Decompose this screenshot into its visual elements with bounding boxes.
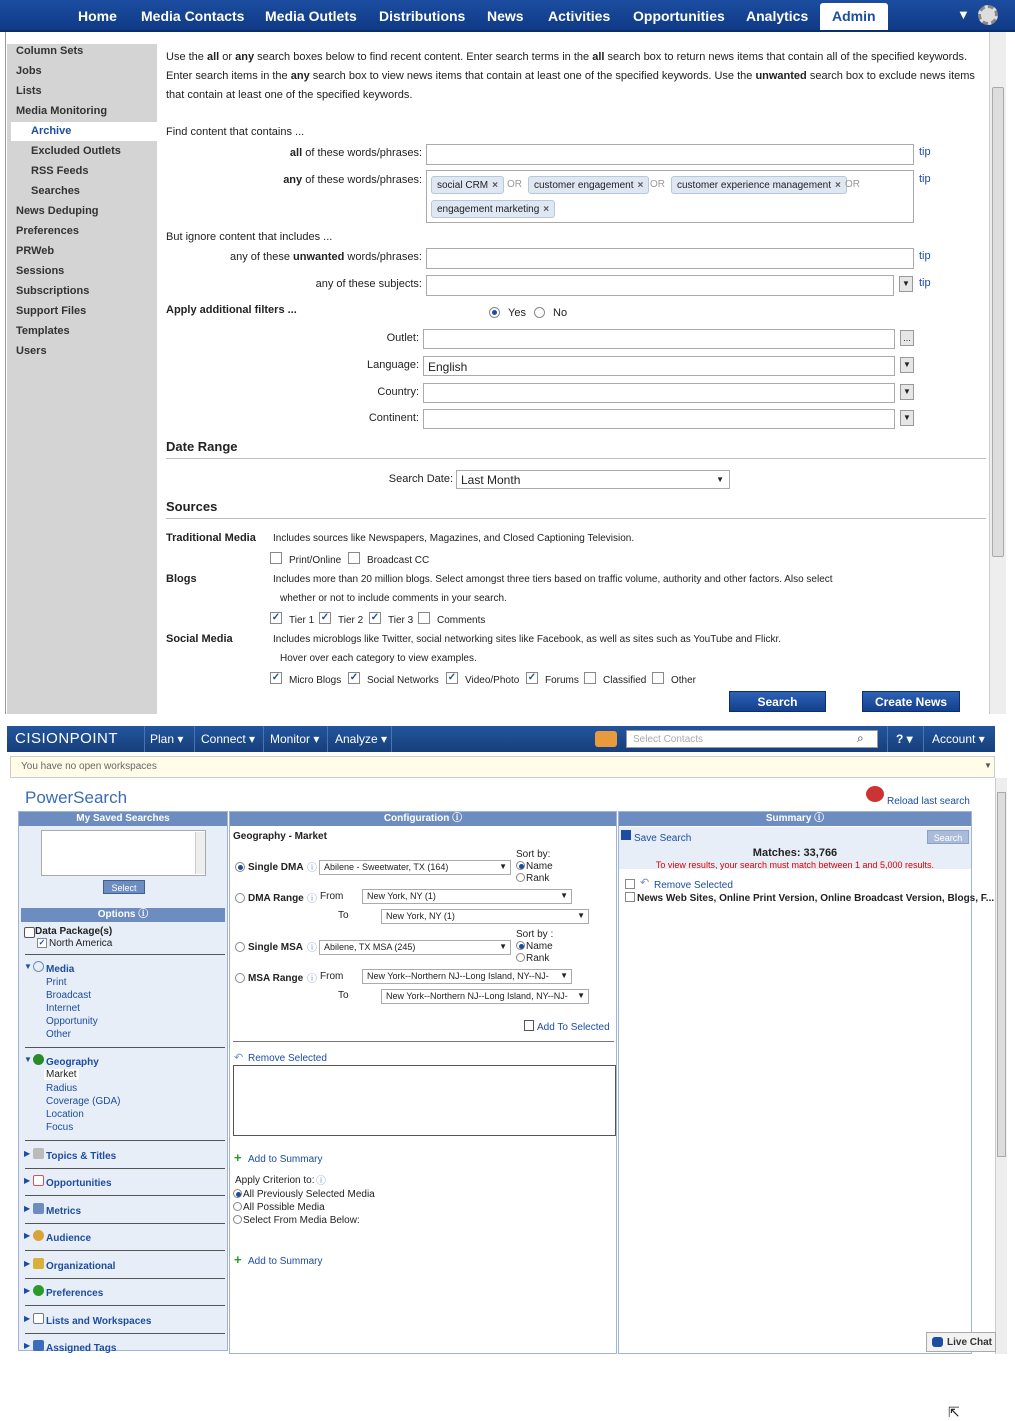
organization-icon: [33, 1258, 44, 1269]
divider: [25, 954, 225, 955]
tier3-checkbox[interactable]: ✓: [370, 612, 380, 623]
filters-yes-label: Yes: [508, 307, 526, 319]
dma-range-label: DMA Range: [248, 893, 304, 904]
broadcast-cc-checkbox[interactable]: [348, 552, 360, 564]
summary-item: News Web Sites, Online Print Version, Online Broadcast Version, Blogs, F...: [637, 893, 995, 904]
chat-icon: [932, 1337, 943, 1347]
or-separator: OR: [845, 179, 860, 190]
micro-blogs-label: Micro Blogs: [289, 675, 342, 686]
undo-icon[interactable]: ↶: [640, 877, 650, 889]
language-label: Language:: [367, 359, 419, 371]
msa-to-select[interactable]: New York--Northern NJ--Long Island, NY--NJ- ▼: [381, 989, 589, 1004]
keyword-chip: engagement marketing ×: [431, 200, 555, 218]
scrollbar-thumb[interactable]: [992, 87, 1004, 557]
blogs-desc-2: whether or not to include comments in your search.: [280, 593, 507, 604]
geography-coverage[interactable]: Coverage (GDA): [46, 1096, 121, 1107]
country-label: Country:: [377, 386, 419, 398]
chevron-down-icon: ▼: [560, 971, 568, 980]
traditional-media-label: Traditional Media: [166, 532, 256, 544]
sidebar-item-rss-feeds[interactable]: RSS Feeds: [31, 165, 89, 177]
divider: [25, 1047, 225, 1048]
comments-label: Comments: [437, 615, 486, 626]
tab-opportunities[interactable]: Opportunities: [633, 8, 725, 24]
chevron-down-icon: ▼: [577, 991, 585, 1000]
tab-analytics[interactable]: Analytics: [746, 8, 809, 24]
page-scrollbar[interactable]: [995, 778, 1007, 1354]
tip-link[interactable]: tip: [919, 250, 931, 262]
chevron-down-icon: ▼: [716, 475, 724, 484]
expand-arrow-icon[interactable]: ▶: [24, 1286, 31, 1295]
forums-checkbox[interactable]: ✓: [527, 672, 537, 683]
other-label: Other: [671, 675, 697, 686]
summary-panel: [618, 811, 995, 1420]
from-label: From: [320, 971, 344, 982]
outlet-browse-button[interactable]: ...: [900, 330, 914, 346]
mouse-cursor-icon: ⇱: [948, 1404, 960, 1420]
dma-range-radio[interactable]: [235, 893, 245, 903]
keyword-chip: social CRM ×: [431, 176, 504, 194]
tab-news[interactable]: News: [487, 8, 524, 24]
select-contacts-input[interactable]: Select Contacts: [626, 730, 878, 748]
social-networks-checkbox[interactable]: ✓: [349, 672, 359, 683]
sort-by-label: Sort by:: [516, 849, 551, 860]
other-checkbox[interactable]: [652, 672, 664, 684]
unwanted-words-input[interactable]: [426, 248, 914, 269]
criterion-label: Select From Media Below:: [243, 1215, 360, 1226]
scrollbar-thumb[interactable]: [997, 792, 1006, 1157]
any-words-input[interactable]: [426, 170, 914, 223]
info-icon[interactable]: ⓘ: [307, 894, 317, 905]
ignore-heading: But ignore content that includes ...: [166, 231, 333, 243]
print-online-label: Print/Online: [289, 555, 342, 566]
globe-icon: [33, 1054, 44, 1065]
keyword-chip: customer experience management ×: [671, 176, 847, 194]
or-separator: OR: [650, 179, 665, 190]
all-words-input[interactable]: [426, 144, 914, 165]
any-words-label: any of these words/phrases:: [283, 174, 422, 186]
configuration-header: Configuration ⓘ: [230, 812, 616, 826]
tab-media-contacts[interactable]: Media Contacts: [141, 8, 245, 24]
admin-sidebar: [7, 44, 157, 714]
add-to-selected-link[interactable]: Add To Selected: [537, 1022, 610, 1033]
menu-plan[interactable]: Plan ▾: [150, 732, 184, 746]
single-msa-select[interactable]: Abilene, TX MSA (245) ▼: [319, 940, 511, 955]
divider: [233, 1041, 614, 1042]
check-circle-icon: [33, 1285, 44, 1296]
info-icon[interactable]: ⓘ: [307, 943, 317, 954]
social-media-desc: Includes microblogs like Twitter, social networking sites like Facebook, as well as sites such as YouTube and Flickr.: [273, 634, 782, 645]
live-chat-button[interactable]: [926, 1332, 996, 1352]
tier1-checkbox[interactable]: ✓: [271, 612, 281, 623]
plus-icon[interactable]: +: [234, 1252, 242, 1267]
live-chat-label: Live Chat: [947, 1337, 993, 1348]
config-subtitle: Geography - Market: [233, 831, 327, 842]
from-label: From: [320, 891, 344, 902]
account-menu[interactable]: Account ▾: [932, 732, 985, 746]
to-label: To: [338, 990, 349, 1001]
criterion-label: All Possible Media: [243, 1202, 325, 1213]
page-title: PowerSearch: [25, 788, 128, 807]
all-words-label: all of these words/phrases:: [289, 147, 422, 159]
to-label: To: [338, 910, 349, 921]
summary-header: Summary ⓘ: [619, 812, 971, 826]
media-icon: [33, 961, 44, 972]
menu-analyze[interactable]: Analyze ▾: [335, 732, 388, 746]
sidebar-item-subscriptions[interactable]: Subscriptions: [16, 285, 90, 297]
divider: [25, 1278, 225, 1279]
add-to-summary-link[interactable]: Add to Summary: [248, 1154, 323, 1165]
metrics-icon: [33, 1203, 44, 1214]
sidebar-item-prweb[interactable]: PRWeb: [16, 245, 55, 257]
divider: [263, 726, 264, 752]
summary-item-checkbox[interactable]: [625, 892, 635, 902]
info-icon[interactable]: ⓘ: [307, 974, 317, 985]
divider: [25, 1195, 225, 1196]
filters-yes-radio[interactable]: [489, 307, 500, 318]
database-icon: [24, 927, 35, 938]
expand-arrow-icon[interactable]: ▶: [24, 1204, 31, 1213]
continent-select[interactable]: [423, 409, 895, 429]
dma-from-select[interactable]: New York, NY (1) ▼: [362, 889, 572, 904]
single-msa-label: Single MSA: [248, 942, 304, 953]
group-metrics[interactable]: Metrics: [46, 1206, 82, 1217]
media-other[interactable]: Other: [46, 1029, 72, 1040]
group-geography[interactable]: Geography: [46, 1057, 99, 1068]
traditional-media-desc: Includes sources like Newspapers, Magazines, and Closed Captioning Television.: [273, 533, 635, 544]
menu-connect[interactable]: Connect ▾: [201, 732, 256, 746]
divider: [25, 1333, 225, 1334]
media-internet[interactable]: Internet: [46, 1003, 80, 1014]
results-warning: To view results, your search must match between 1 and 5,000 results.: [655, 860, 935, 870]
cisionpoint-app: [0, 714, 1015, 1420]
data-package-label: Data Package(s): [35, 926, 113, 937]
broadcast-cc-label: Broadcast CC: [367, 555, 430, 566]
tip-link[interactable]: tip: [919, 173, 931, 185]
selected-criteria-list[interactable]: [233, 1065, 616, 1136]
save-search-link[interactable]: Save Search: [634, 833, 692, 844]
group-organizational[interactable]: Organizational: [46, 1261, 116, 1272]
select-all-checkbox[interactable]: [625, 879, 635, 889]
search-date-value: Last Month: [461, 473, 521, 487]
tier2-label: Tier 2: [338, 615, 364, 626]
single-dma-radio[interactable]: [235, 862, 245, 872]
divider: [25, 1305, 225, 1306]
find-heading: Find content that contains ...: [166, 126, 305, 138]
or-separator: OR: [507, 179, 522, 190]
calendar-icon: [33, 1175, 44, 1186]
sidebar-item-support-files[interactable]: Support Files: [16, 305, 87, 317]
subjects-dropdown-icon[interactable]: ▼: [899, 276, 913, 292]
tab-media-outlets[interactable]: Media Outlets: [265, 8, 357, 24]
sort-name-radio[interactable]: [516, 941, 525, 950]
help-menu[interactable]: ? ▾: [896, 732, 913, 746]
north-america-label: North America: [49, 938, 113, 949]
tip-link[interactable]: tip: [919, 146, 931, 158]
tier2-checkbox[interactable]: ✓: [320, 612, 330, 623]
configuration-panel: [229, 811, 617, 1354]
filters-heading: Apply additional filters ...: [166, 304, 297, 316]
divider: [923, 726, 924, 752]
workspace-bar: You have no open workspaces: [10, 756, 995, 778]
divider: [25, 1140, 225, 1141]
north-america-checkbox[interactable]: ✓: [38, 938, 46, 947]
create-news-button[interactable]: Create News: [862, 691, 960, 712]
expand-arrow-icon[interactable]: ▶: [24, 1176, 31, 1185]
video-photo-label: Video/Photo: [465, 675, 520, 686]
sidebar-item-excluded-outlets[interactable]: Excluded Outlets: [31, 145, 121, 157]
expand-arrow-icon[interactable]: ▶: [24, 1341, 31, 1350]
list-icon: [33, 1313, 44, 1324]
group-media[interactable]: Media: [46, 964, 75, 975]
remove-chip-icon[interactable]: ×: [492, 180, 498, 191]
geography-radius[interactable]: Radius: [46, 1083, 78, 1094]
sources-heading: Sources: [166, 499, 218, 514]
unwanted-words-label: any of these unwanted words/phrases:: [230, 251, 422, 263]
scrollbar[interactable]: [195, 832, 205, 874]
sort-by-label: Sort by :: [516, 929, 554, 940]
divider: [391, 726, 392, 752]
micro-blogs-checkbox[interactable]: ✓: [271, 672, 281, 683]
info-icon[interactable]: ⓘ: [316, 1176, 326, 1187]
social-media-label: Social Media: [166, 633, 233, 645]
remove-chip-icon[interactable]: ×: [637, 180, 644, 191]
expand-arrow-icon[interactable]: ▶: [24, 1231, 31, 1240]
menu-monitor[interactable]: Monitor ▾: [270, 732, 320, 746]
criterion-label: All Previously Selected Media: [243, 1189, 375, 1200]
divider: [887, 726, 888, 752]
classified-label: Classified: [603, 675, 647, 686]
msa-range-radio[interactable]: [235, 973, 245, 983]
sort-rank-label: Rank: [526, 873, 550, 884]
geography-location[interactable]: Location: [46, 1109, 84, 1120]
tier1-label: Tier 1: [289, 615, 315, 626]
language-dropdown-icon[interactable]: ▼: [900, 357, 914, 373]
tip-link[interactable]: tip: [919, 277, 931, 289]
media-print[interactable]: Print: [46, 977, 67, 988]
divider: [144, 726, 145, 752]
divider: [25, 1168, 225, 1169]
info-icon[interactable]: ⓘ: [452, 813, 463, 824]
reload-icon[interactable]: [866, 786, 884, 802]
tab-activities[interactable]: Activities: [548, 8, 611, 24]
divider: [166, 518, 986, 519]
sidebar-item-templates[interactable]: Templates: [16, 325, 70, 337]
group-topics-titles[interactable]: Topics & Titles: [46, 1151, 117, 1162]
geography-market[interactable]: Market: [46, 1069, 77, 1080]
expand-arrow-icon[interactable]: ▼: [24, 1055, 32, 1064]
group-assigned-tags[interactable]: Assigned Tags: [46, 1343, 117, 1354]
single-dma-select[interactable]: Abilene - Sweetwater, TX (164) ▼: [319, 860, 511, 875]
info-icon[interactable]: ⓘ: [307, 863, 317, 874]
vertical-scrollbar[interactable]: [989, 32, 1006, 714]
tag-icon: [33, 1340, 44, 1351]
group-lists-workspaces[interactable]: Lists and Workspaces: [46, 1316, 152, 1327]
save-icon[interactable]: [621, 830, 631, 840]
undo-icon[interactable]: ↶: [234, 1052, 244, 1064]
filters-no-label: No: [553, 307, 568, 319]
sort-rank-radio[interactable]: [516, 873, 525, 882]
tab-admin[interactable]: Admin: [820, 3, 888, 30]
reload-last-search-link[interactable]: Reload last search: [887, 796, 970, 807]
sidebar-item-lists[interactable]: Lists: [16, 85, 42, 97]
expand-arrow-icon[interactable]: ▶: [24, 1149, 31, 1158]
saved-searches-list[interactable]: [41, 830, 206, 876]
expand-arrow-icon[interactable]: ▶: [24, 1259, 31, 1268]
sidebar-item-preferences[interactable]: Preferences: [16, 225, 79, 237]
subjects-label: any of these subjects:: [315, 278, 422, 290]
group-opportunities[interactable]: Opportunities: [46, 1178, 112, 1189]
matches-count: Matches: 33,766: [752, 847, 838, 859]
options-panel: [18, 811, 228, 1354]
criterion-radio[interactable]: [233, 1202, 242, 1211]
outlet-input[interactable]: [423, 329, 895, 349]
tier3-label: Tier 3: [388, 615, 414, 626]
left-border: [5, 32, 6, 714]
tab-home[interactable]: Home: [78, 8, 117, 24]
divider: [194, 726, 195, 752]
options-header: Options ⓘ: [21, 908, 225, 922]
dma-to-select[interactable]: New York, NY (1) ▼: [381, 909, 589, 924]
info-icon[interactable]: ⓘ: [814, 813, 825, 824]
remove-chip-icon[interactable]: ×: [834, 180, 841, 191]
forums-label: Forums: [545, 675, 579, 686]
cision-nav-bar: [7, 726, 995, 752]
search-icon[interactable]: ⌕: [857, 731, 864, 745]
sidebar-item-label: Archive: [31, 125, 72, 137]
sort-rank-label: Rank: [526, 953, 550, 964]
remove-chip-icon[interactable]: ×: [543, 204, 550, 215]
social-media-desc-2: Hover over each category to view examples.: [280, 653, 477, 664]
date-range-heading: Date Range: [166, 439, 238, 454]
classified-checkbox[interactable]: [584, 672, 596, 684]
search-date-label: Search Date:: [388, 473, 453, 485]
divider: [25, 1223, 225, 1224]
divider: [25, 1250, 225, 1251]
group-preferences[interactable]: Preferences: [46, 1288, 104, 1299]
top-nav-bar: [0, 0, 1015, 32]
contacts-icon[interactable]: [595, 731, 617, 747]
video-photo-checkbox[interactable]: ✓: [447, 672, 457, 683]
msa-from-select[interactable]: New York--Northern NJ--Long Island, NY--NJ- ▼: [362, 969, 572, 984]
sort-name-radio[interactable]: [516, 861, 525, 870]
chevron-down-icon: ▼: [577, 911, 585, 920]
sidebar-item-sessions[interactable]: Sessions: [16, 265, 65, 277]
sidebar-item-media-monitoring[interactable]: Media Monitoring: [16, 105, 108, 117]
chevron-down-icon: ▼: [499, 942, 507, 951]
social-networks-label: Social Networks: [367, 675, 439, 686]
continent-dropdown-icon[interactable]: ▼: [900, 410, 914, 426]
msa-range-label: MSA Range: [248, 973, 304, 984]
search-button[interactable]: Search: [729, 691, 826, 712]
single-dma-label: Single DMA: [248, 862, 304, 873]
geography-focus[interactable]: Focus: [46, 1122, 74, 1133]
sidebar-item-news-deduping[interactable]: News Deduping: [16, 205, 99, 217]
remove-selected-link[interactable]: Remove Selected: [248, 1053, 327, 1064]
sidebar-item-searches[interactable]: Searches: [31, 185, 80, 197]
country-dropdown-icon[interactable]: ▼: [900, 384, 914, 400]
info-icon[interactable]: ⓘ: [138, 909, 149, 920]
continent-label: Continent:: [368, 412, 419, 424]
chevron-down-icon[interactable]: ▼: [984, 761, 992, 770]
single-msa-radio[interactable]: [235, 942, 245, 952]
add-icon[interactable]: [524, 1020, 534, 1031]
tab-distributions[interactable]: Distributions: [379, 8, 466, 24]
summary-search-button[interactable]: Search: [927, 830, 969, 844]
sort-rank-radio[interactable]: [516, 953, 525, 962]
media-opportunity[interactable]: Opportunity: [46, 1016, 98, 1027]
dropdown-arrow-icon[interactable]: ▼: [957, 7, 970, 22]
plus-icon[interactable]: +: [234, 1150, 242, 1165]
apply-criterion-label: Apply Criterion to:: [235, 1175, 315, 1186]
add-to-summary-link[interactable]: Add to Summary: [248, 1256, 323, 1267]
criterion-radio[interactable]: [233, 1189, 242, 1198]
divider: [327, 726, 328, 752]
summary-remove-selected-link[interactable]: Remove Selected: [654, 880, 733, 891]
blogs-desc: Includes more than 20 million blogs. Select amongst three tiers based on traffic volume, authority and other factors. Also select: [273, 574, 833, 585]
chevron-down-icon: ▼: [560, 891, 568, 900]
sidebar-item-archive[interactable]: [11, 122, 157, 141]
sidebar-item-users[interactable]: Users: [16, 345, 47, 357]
subjects-input[interactable]: [426, 275, 894, 296]
sidebar-item-column-sets[interactable]: Column Sets: [16, 45, 84, 57]
comments-checkbox[interactable]: [418, 612, 430, 624]
topics-icon: [33, 1148, 44, 1159]
expand-arrow-icon[interactable]: ▼: [24, 962, 32, 971]
chevron-down-icon: ▼: [499, 862, 507, 871]
group-audience[interactable]: Audience: [46, 1233, 92, 1244]
select-button[interactable]: Select: [103, 880, 145, 894]
outlet-label: Outlet:: [386, 332, 419, 344]
sort-name-label: Name: [526, 861, 553, 872]
print-online-checkbox[interactable]: [270, 552, 282, 564]
audience-icon: [33, 1230, 44, 1241]
sort-name-label: Name: [526, 941, 553, 952]
sidebar-item-jobs[interactable]: Jobs: [16, 65, 42, 77]
media-broadcast[interactable]: Broadcast: [46, 990, 92, 1001]
country-select[interactable]: [423, 383, 895, 403]
filters-no-radio[interactable]: [534, 307, 545, 318]
cisionpoint-logo[interactable]: CISIONPOINT: [15, 730, 119, 747]
language-select[interactable]: English: [423, 356, 895, 376]
expand-arrow-icon[interactable]: ▶: [24, 1314, 31, 1323]
blogs-label: Blogs: [166, 573, 197, 585]
instructions-text: Use the all or any search boxes below to find recent content. Enter search terms in the all search box to return news items that contain all of the specified keywords. Enter search items in the any search box to view news items that contain at least one of the specified keywords. Use the unwanted search box to exclude news items that contain at least one of the specified keywords.: [166, 51, 975, 101]
criterion-radio[interactable]: [233, 1215, 242, 1224]
keyword-chip: customer engagement ×: [528, 176, 649, 194]
saved-searches-header: My Saved Searches: [19, 812, 227, 826]
divider: [166, 458, 986, 459]
search-date-select[interactable]: [456, 470, 730, 489]
gear-icon[interactable]: [978, 5, 998, 25]
